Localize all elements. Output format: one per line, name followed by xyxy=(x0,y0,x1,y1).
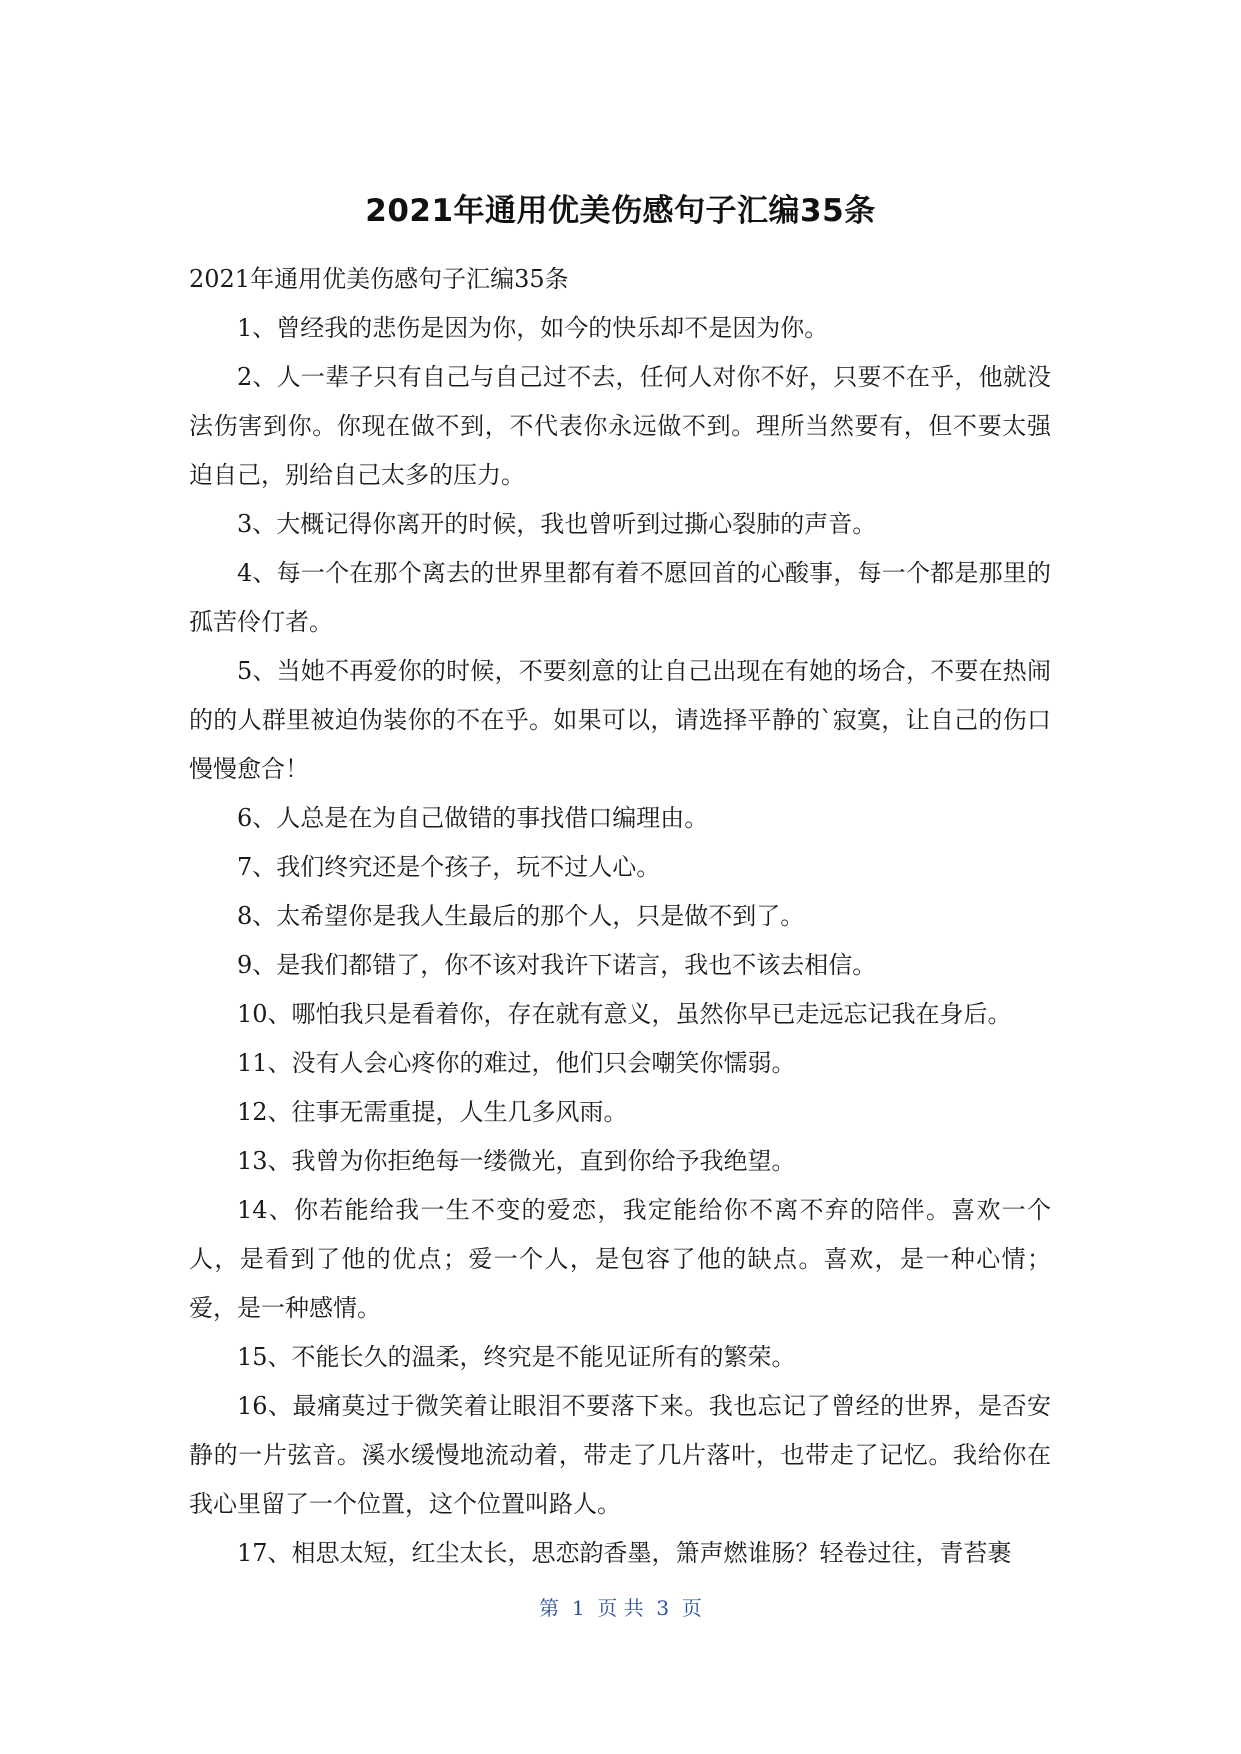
list-item: 6、人总是在为自己做错的事找借口编理由。 xyxy=(237,804,709,832)
list-item: 2、人一辈子只有自己与自己过不去，任何人对你不好，只要不在乎，他就没法伤害到你。你现在做不到，不代表你永远做不到。理所当然要有，但不要太强迫自己，别给自己太多的压力。 xyxy=(189,363,1051,489)
list-item: 17、相思太短，红尘太长，思恋韵香墨，箫声燃谁肠？轻卷过往，青苔裹 xyxy=(237,1539,1012,1567)
list-item: 12、往事无需重提，人生几多风雨。 xyxy=(237,1098,628,1126)
list-item: 8、太希望你是我人生最后的那个人，只是做不到了。 xyxy=(237,902,805,930)
list-item: 3、大概记得你离开的时候，我也曾听到过撕心裂肺的声音。 xyxy=(237,510,877,538)
list-item: 5、当她不再爱你的时候，不要刻意的让自己出现在有她的场合，不要在热闹的的人群里被迫伪装你的不在乎。如果可以，请选择平静的`寂寞，让自己的伤口慢慢愈合！ xyxy=(189,657,1051,783)
list-item: 13、我曾为你拒绝每一缕微光，直到你给予我绝望。 xyxy=(237,1147,796,1175)
document-body xyxy=(189,255,1051,1578)
list-item: 14、你若能给我一生不变的爱恋，我定能给你不离不弃的陪伴。喜欢一个人，是看到了他的优点；爱一个人，是包容了他的缺点。喜欢，是一种心情；爱，是一种感情。 xyxy=(189,1196,1051,1322)
list-item: 4、每一个在那个离去的世界里都有着不愿回首的心酸事，每一个都是那里的孤苦伶仃者。 xyxy=(189,559,1051,636)
page-number-footer: 第 1 页 共 3 页 xyxy=(539,1596,702,1620)
list-item: 9、是我们都错了，你不该对我许下诺言，我也不该去相信。 xyxy=(237,951,877,979)
list-item: 16、最痛莫过于微笑着让眼泪不要落下来。我也忘记了曾经的世界，是否安静的一片弦音。溪水缓慢地流动着，带走了几片落叶，也带走了记忆。我给你在我心里留了一个位置，这个位置叫路人。 xyxy=(189,1392,1051,1518)
document-subtitle: 2021年通用优美伤感句子汇编35条 xyxy=(189,265,569,293)
list-item: 1、曾经我的悲伤是因为你，如今的快乐却不是因为你。 xyxy=(237,314,829,342)
list-item: 15、不能长久的温柔，终究是不能见证所有的繁荣。 xyxy=(237,1343,796,1371)
document-title: 2021年通用优美伤感句子汇编35条 xyxy=(365,193,876,229)
list-item: 11、没有人会心疼你的难过，他们只会嘲笑你懦弱。 xyxy=(237,1049,796,1077)
list-item: 7、我们终究还是个孩子，玩不过人心。 xyxy=(237,853,661,881)
list-item: 10、哪怕我只是看着你，存在就有意义，虽然你早已走远忘记我在身后。 xyxy=(237,1000,1012,1028)
